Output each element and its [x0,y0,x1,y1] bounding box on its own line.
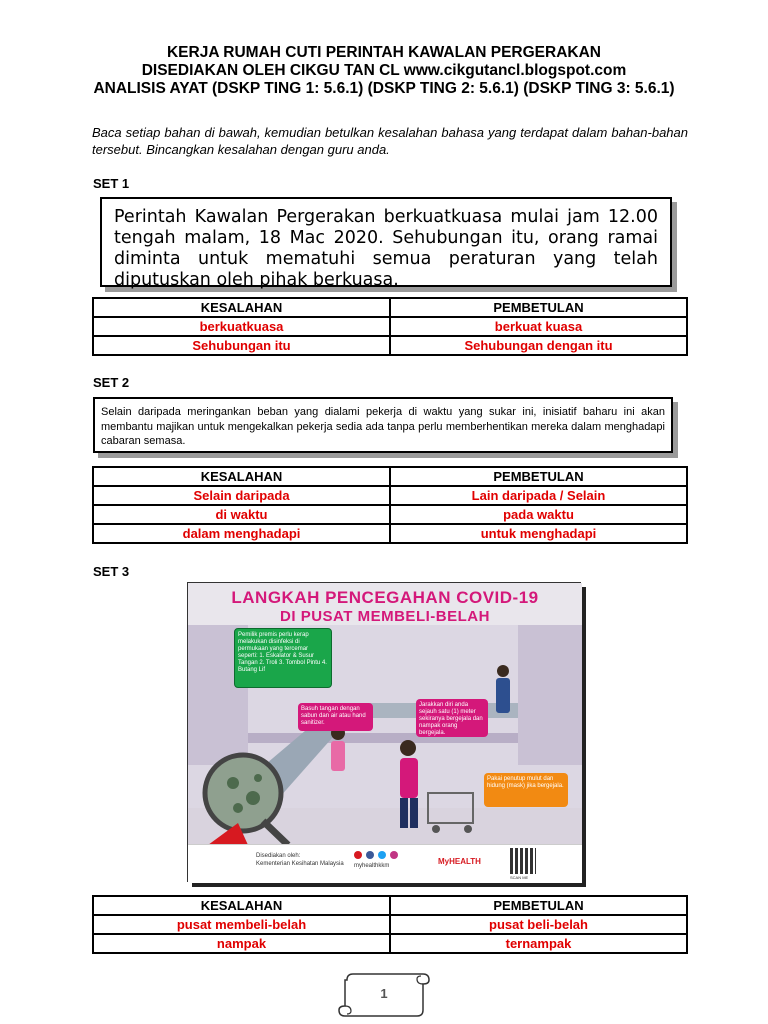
set-2-passage: Selain daripada meringankan beban yang dialami pekerja di waktu yang sukar ini, inisiatif baharu ini akan membantu majikan untuk mengekalkan pekerja sedia ada tanpa perlu memberhentikan mereka dalam menghadapi cabaran semasa. [93,397,673,453]
table-row [93,934,687,953]
table-header-row [93,896,687,915]
instagram-icon [390,851,398,859]
note-distance: Jarakkan diri anda sejauh satu (1) meter sekiranya bergejala dan nampak orang bergejala. [416,699,488,737]
youtube-icon [354,851,362,859]
table-header-row [93,298,687,317]
set-1-label: SET 1 [93,176,130,191]
header-kesalahan: KESALAHAN [93,896,390,915]
set-1-passage: Perintah Kawalan Pergerakan berkuatkuasa mulai jam 12.00 tengah malam, 18 Mac 2020. Sehubungan itu, orang ramai diminta untuk mematuhi semua peraturan yang telah diputuskan oleh pihak berkuasa. [100,197,672,287]
correction-cell: Lain daripada / Selain [390,486,687,505]
note-wash-hands: Basuh tangan dengan sabun dan air atau hand sanitizer. [298,703,373,731]
table-row [93,915,687,934]
table-header-row [93,467,687,486]
qr-code-icon [510,848,536,874]
set-3-label: SET 3 [93,564,130,579]
poster-title-2: DI PUSAT MEMBELI-BELAH [280,608,490,625]
error-cell: pusat membeli-belah [93,915,390,934]
header-kesalahan: KESALAHAN [93,467,390,486]
set-2-table [92,466,688,544]
instruction-text: Baca setiap bahan di bawah, kemudian betulkan kesalahan bahasa yang terdapat dalam bahan-bahan tersebut. Bincangkan kesalahan dengan guru anda. [92,125,688,157]
header-pembetulan: PEMBETULAN [390,896,687,915]
header-pembetulan: PEMBETULAN [390,467,687,486]
correction-cell: untuk menghadapi [390,524,687,543]
note-mask: Pakai penutup mulut dan hidung (mask) jika bergejala. [484,773,568,807]
set-2-label: SET 2 [93,375,130,390]
table-row [93,486,687,505]
twitter-icon [378,851,386,859]
error-cell: Selain daripada [93,486,390,505]
footer-social-handle: myhealthkkm [354,863,390,869]
header-line-1: KERJA RUMAH CUTI PERINTAH KAWALAN PERGERAKAN [166,44,601,61]
table-row [93,524,687,543]
error-cell: Sehubungan itu [93,336,390,355]
poster-title-1: LANGKAH PENCEGAHAN COVID-19 [231,588,539,607]
header-line-2: DISEDIAKAN OLEH CIKGU TAN CL www.cikgutancl.blogspot.com [141,62,627,79]
correction-cell: ternampak [390,934,687,953]
poster-footer [188,844,582,883]
scan-me-label: SCAN ME [510,875,529,880]
error-cell: dalam menghadapi [93,524,390,543]
myhealth-logo: MyHEALTH [438,857,481,866]
correction-cell: pusat beli-belah [390,915,687,934]
covid-poster [188,583,582,883]
facebook-icon [366,851,374,859]
header-line-3: ANALISIS AYAT (DSKP TING 1: 5.6.1) (DSKP TING 2: 5.6.1) (DSKP TING 3: 5.6.1) [93,80,675,97]
footer-ministry: Kementerian Kesihatan Malaysia [256,861,344,867]
set-3-table [92,895,688,954]
header-kesalahan: KESALAHAN [93,298,390,317]
correction-cell: pada waktu [390,505,687,524]
error-cell: nampak [93,934,390,953]
page-number: 1 [380,986,388,1001]
correction-cell: berkuat kuasa [390,317,687,336]
set-1-table [92,297,688,356]
table-row [93,505,687,524]
table-row [93,336,687,355]
note-disinfection: Pemilik premis perlu kerap melakukan disinfeksi di permukaan yang tercemar seperti: 1. Eskalator & Susur Tangan 2. Troli 3. Tombol Pintu 4. Butang Lif [234,628,332,688]
correction-cell: Sehubungan dengan itu [390,336,687,355]
page-header [0,44,768,98]
footer-prepared-by: Disediakan oleh: [256,853,301,859]
error-cell: di waktu [93,505,390,524]
error-cell: berkuatkuasa [93,317,390,336]
header-pembetulan: PEMBETULAN [390,298,687,317]
table-row [93,317,687,336]
